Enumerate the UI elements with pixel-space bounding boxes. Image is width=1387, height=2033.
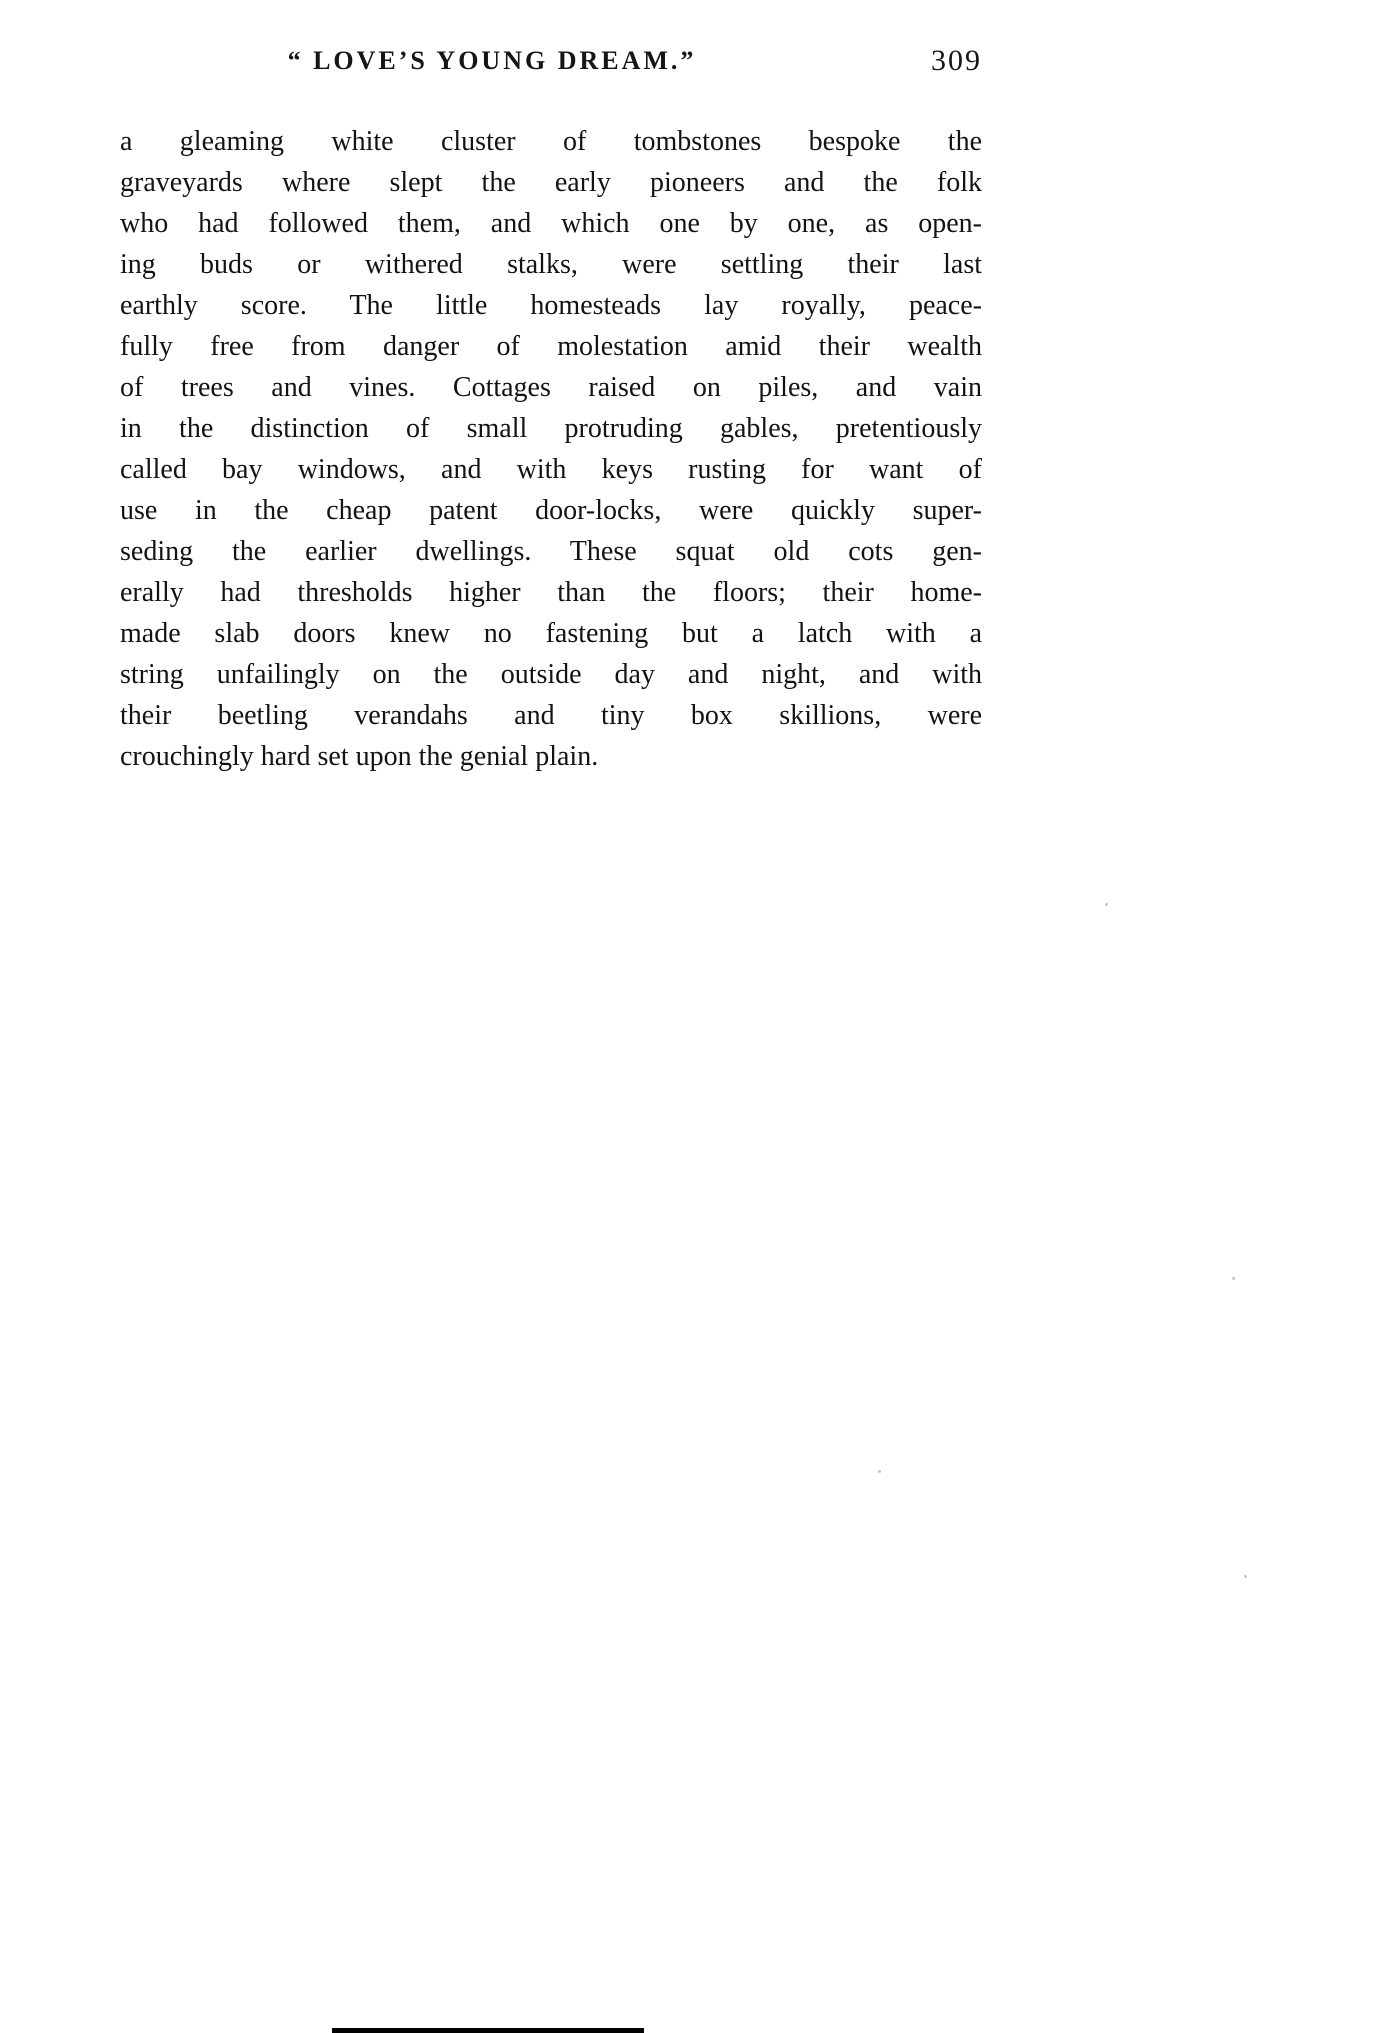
scan-speck	[878, 1470, 881, 1473]
text-line: earthly score. The little homesteads lay royally, peace-	[120, 290, 982, 321]
running-title: “ LOVE’S YOUNG DREAM.”	[287, 46, 697, 75]
page-number: 309	[931, 44, 982, 77]
text-line: graveyards where slept the early pioneers and the folk	[120, 167, 982, 198]
text-line: use in the cheap patent door-locks, were quickly super-	[120, 495, 982, 526]
text-line: of trees and vines. Cottages raised on piles, and vain	[120, 372, 982, 403]
page-header	[120, 44, 982, 86]
text-line: in the distinction of small protruding gables, pretentiously	[120, 413, 982, 444]
text-line: a gleaming white cluster of tombstones bespoke the	[120, 126, 982, 157]
scan-artifact	[332, 2028, 644, 2033]
text-line: erally had thresholds higher than the floors; their home-	[120, 577, 982, 608]
text-line: made slab doors knew no fastening but a latch with a	[120, 618, 982, 649]
text-line: seding the earlier dwellings. These squat old cots gen-	[120, 536, 982, 567]
text-line: their beetling verandahs and tiny box skillions, were	[120, 700, 982, 731]
text-line: who had followed them, and which one by one, as open-	[120, 208, 982, 239]
scan-speck	[1244, 1575, 1247, 1578]
scan-speck	[1232, 1277, 1235, 1280]
text-line: crouchingly hard set upon the genial plain.	[120, 741, 599, 772]
text-line: called bay windows, and with keys rusting for want of	[120, 454, 982, 485]
body-text	[120, 121, 982, 777]
scan-speck	[1105, 903, 1108, 906]
text-line: ing buds or withered stalks, were settling their last	[120, 249, 982, 280]
text-line: fully free from danger of molestation amid their wealth	[120, 331, 982, 362]
text-line: string unfailingly on the outside day and night, and with	[120, 659, 982, 690]
